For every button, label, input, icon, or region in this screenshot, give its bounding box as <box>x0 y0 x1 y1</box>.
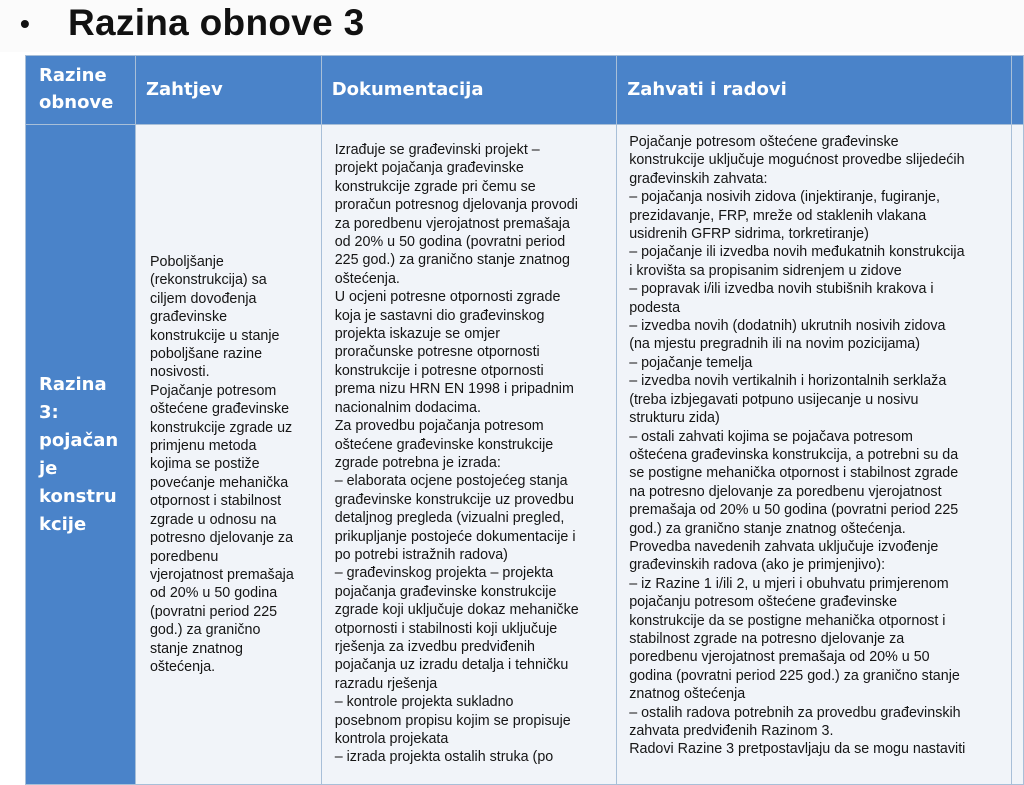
level-cell <box>26 125 136 785</box>
cutoff-cell <box>1012 125 1024 785</box>
column-header-zahtjev-label: Zahtjev <box>145 79 223 100</box>
column-header-razine-label: Razine obnove <box>39 65 114 113</box>
column-header-zahvati <box>617 56 1012 125</box>
level-label: Razina 3: pojačan je konstru kcije <box>39 373 119 535</box>
column-header-cutoff <box>1012 56 1024 125</box>
dokumentacija-cell <box>321 125 617 785</box>
column-header-dokumentacija <box>321 56 617 125</box>
table-row <box>26 125 1024 785</box>
column-header-dokumentacija-label: Dokumentacija <box>331 79 484 100</box>
slide-title: Razina obnove 3 <box>68 2 365 43</box>
renovation-level-table <box>25 55 1024 785</box>
dokumentacija-text: Izrađuje se građevinski projekt – projekt pojačanja građevinske konstrukcije zgrade pri čemu se proračun potresnog djelovanja provodi za poredbenu vjerojatnost premašaja od 20% u 50 godina (povratni period 225 god.) za granično stanje znatnog oštećenja. U ocjeni potresne otpornosti zgrade koja je sastavni dio građevinskog projekta iskazuje se omjer proračunske potresne otpornosti konstrukcije i potresne otpornosti prema nizu HRN EN 1998 i pripadnim nacionalnim dodacima. Za provedbu pojačanja potresom oštećene građevinske konstrukcije zgrade potrebna je izrada: – elaborata ocjene postojećeg stanja građevinske konstrukcije uz provedbu detaljnog pregleda (vizualni pregled, prikupljanje postojeće dokumentacije i po potrebi istražnih radova) – građevinskog projekta – projekta pojačanja građevinske konstrukcije zgrade koji uključuje dokaz mehaničke otpornosti i stabilnosti koji uključuje rješenja za izvedbu predviđenih pojačanja uz izradu detalja i tehničku razradu rješenja – kontrole projekta sukladno posebnom propisu kojim se propisuje kontrola projekata – izrada projekta ostalih struka (po <box>334 142 579 766</box>
column-header-zahvati-label: Zahvati i radovi <box>627 79 787 100</box>
zahtjev-text: Poboljšanje (rekonstrukcija) sa ciljem dovođenja građevinske konstrukcije u stanje poboljšane razine nosivosti. Pojačanje potresom oštećene građevinske konstrukcije zgrade uz primjenu metoda kojima se postiže povećanje mehanička otpornost i stabilnost zgrade u odnosu na potresno djelovanje za poredbenu vjerojatnost premašaja od 20% u 50 godina (povratni period 225 god.) za granično stanje znatnog oštećenja. <box>149 254 294 675</box>
column-header-zahtjev <box>135 56 321 125</box>
column-header-razine <box>26 56 136 125</box>
table-header-row <box>26 56 1024 125</box>
slide-title-bar <box>0 0 1024 52</box>
zahvati-text: Pojačanje potresom oštećene građevinske konstrukcije uključuje mogućnost provedbe slijedećih građevinskih zahvata: – pojačanja nosivih zidova (injektiranje, fugiranje, prezidavanje, FRP, mreže od staklenih vlakana usidrenih GFRP sidrima, torkretiranje) – pojačanje ili izvedba novih međukatnih konstrukcija i krovišta sa propisanim sidrenjem u zidove – popravak i/ili izvedba novih stubišnih krakova i podesta – izvedba novih (dodatnih) ukrutnih nosivih zidova (na mjestu pregradnih ili na novim pozicijama) – pojačanje temelja – izvedba novih vertikalnih i horizontalnih serklaža (treba izbjegavati potpuno usijecanje u nosivu strukturu zida) – ostali zahvati kojima se pojačava potresom oštećena građevinska konstrukcija, a potrebni su da se postigne mehanička otpornost i stabilnost zgrade na potresno djelovanje za poredbenu vjerojatnost premašaja od 20% u 50 godina (povratni period 225 god.) za granično stanje znatnog oštećenja. Provedba navedenih zahvata uključuje izvođenje građevinskih radova (ako je primjenjivo): – iz Razine 1 i/ili 2, u mjeri i obuhvatu primjerenom pojačanju potresom oštećene građevinske konstrukcije da se postigne mehanička otpornost i stabilnost zgrade na potresno djelovanje za poredbenu vjerojatnost premašaja od 20% u 50 godina (povratni period 225 god.) za granično stanje znatnog oštećenja – ostalih radova potrebnih za provedbu građevinskih zahvata predviđenih Razinom 3. Radovi Razine 3 pretpostavljaju da se mogu nastaviti <box>629 134 966 758</box>
zahtjev-cell <box>135 125 321 785</box>
title-bullet: • <box>20 8 30 39</box>
zahvati-cell <box>617 125 1012 785</box>
